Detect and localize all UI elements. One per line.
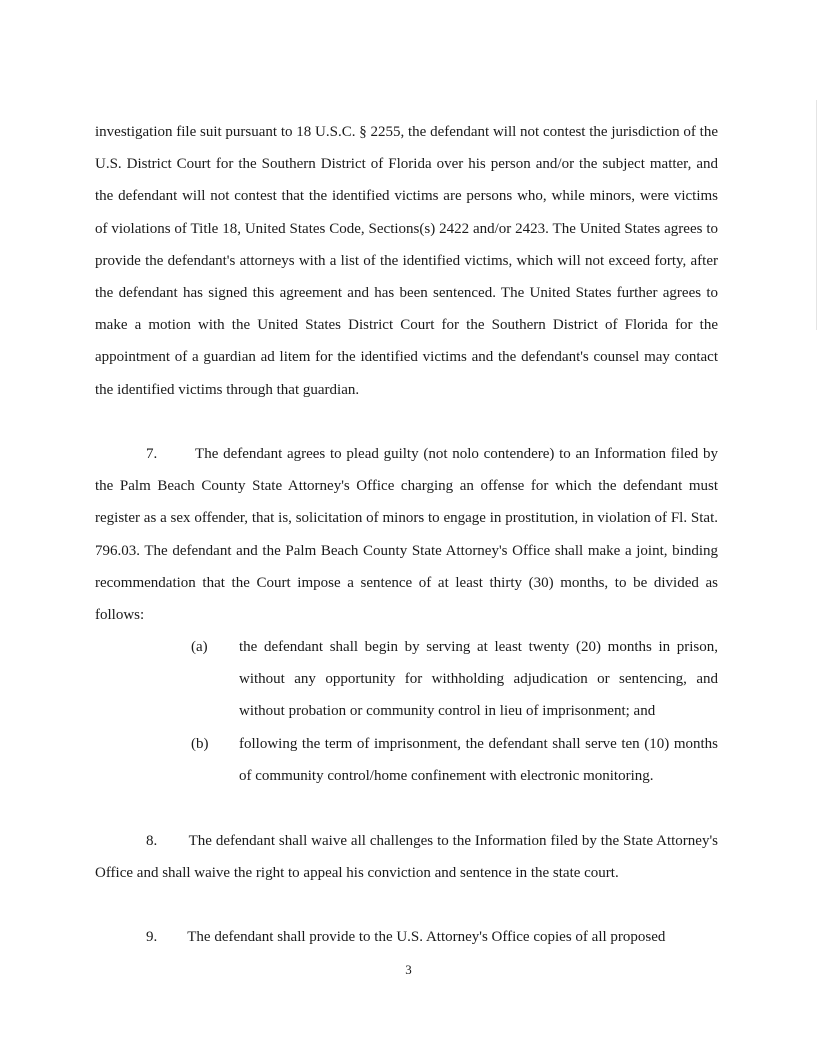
paragraph-7: 7. The defendant agrees to plead guilty (not nolo contendere) to an Information filed by the Palm Beach County State Attorney's Office charging an offense for which the defendant must register as a sex offender, that is, solicitation of minors to engage in prostitution, in violation of Fl. Stat. 796.03. The defendant and the Palm Beach County State Attorney's Office shall make a joint, binding recommendation that the Court impose a sentence of at least thirty (30) months, to be divided as follows: — [95, 446, 718, 624]
page-number: 3 — [405, 962, 412, 977]
list-text-b: following the term of imprisonment, the defendant shall serve ten (10) months of community control/home confinement with electronic monitoring. — [239, 736, 718, 785]
list-marker-a: (a) — [191, 639, 208, 655]
list-item-a — [191, 631, 718, 728]
list-text-a: the defendant shall begin by serving at least twenty (20) months in prison, without any opportunity for withholding adjudication or sentencing, and without probation or community control in lieu of imprisonment; and — [239, 639, 718, 720]
paragraph-8: 8. The defendant shall waive all challenges to the Information filed by the State Attorney's Office and shall waive the right to appeal his conviction and sentence in the state court. — [95, 833, 718, 882]
paragraph-continuation: investigation file suit pursuant to 18 U.S.C. § 2255, the defendant will not contest the jurisdiction of the U.S. District Court for the Southern District of Florida over his person and/or the subject matter, and the defendant will not contest that the identified victims are persons who, while minors, were victims of violations of Title 18, United States Code, Sections(s) 2422 and/or 2423. The United States agrees to provide the defendant's attorneys with a list of the identified victims, which will not exceed forty, after the defendant has signed this agreement and has been sentenced. The United States further agrees to make a motion with the United States District Court for the Southern District of Florida for the appointment of a guardian ad litem for the identified victims and the defendant's counsel may contact the identified victims through that guardian. — [95, 124, 718, 398]
list-item-b — [191, 728, 718, 792]
list-marker-b: (b) — [191, 736, 209, 752]
paragraph-9: 9. The defendant shall provide to the U.S. Attorney's Office copies of all proposed — [146, 929, 666, 945]
